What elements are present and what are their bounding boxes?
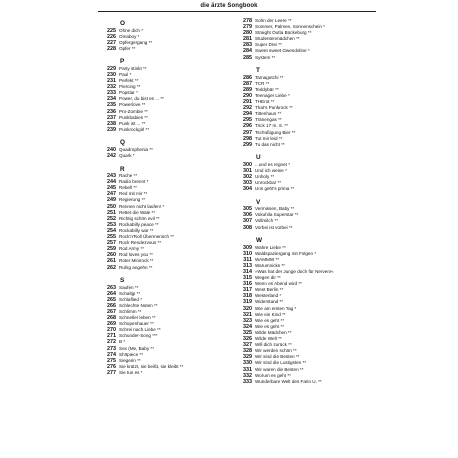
song-title: Will dich zurück **: [255, 342, 292, 348]
song-title: Rache **: [119, 173, 138, 179]
song-title: Wir sind die Besten **: [255, 354, 300, 360]
page-number: 305: [243, 206, 252, 213]
page-number: 267: [107, 308, 116, 315]
section-heading-row: [100, 275, 220, 285]
section-heading-row: [236, 152, 356, 162]
page-number: 318: [243, 293, 252, 300]
song-entry: [236, 55, 356, 61]
song-title: Rock'n'Roll Übermensch **: [119, 234, 174, 240]
page-number: 317: [243, 287, 252, 294]
section-letter: T: [256, 67, 260, 75]
page-number: 271: [107, 333, 116, 340]
song-title: Waldspaziergang mit Folgen *: [255, 250, 317, 256]
page-number: 260: [107, 252, 116, 259]
page-number: 295: [243, 117, 252, 124]
song-title: Omaboy *: [119, 33, 140, 39]
page-number: 313: [243, 262, 252, 269]
page-number: 297: [243, 129, 252, 136]
page-number: 290: [243, 92, 252, 99]
song-entry: [100, 127, 220, 133]
page-number: 252: [107, 215, 116, 222]
song-title: West Berlin **: [255, 287, 284, 293]
page-number: 277: [107, 369, 116, 376]
song-title: Opfergergang **: [119, 39, 153, 45]
page-number: 291: [243, 99, 252, 106]
song-title: Ohne dich *: [119, 27, 144, 33]
page-number: 289: [243, 86, 252, 93]
page-number: 286: [243, 74, 252, 81]
page-number: 315: [243, 275, 252, 282]
song-entry: [236, 142, 356, 148]
song-title: Wie ein Kind **: [255, 311, 286, 317]
page-number: 331: [243, 366, 252, 373]
page-number: 257: [107, 240, 116, 247]
section-heading-row: [100, 56, 220, 66]
song-title: Sommer, Palmen, Sonnenschein *: [255, 24, 325, 30]
song-title: Schlimm **: [119, 308, 142, 314]
page-number: 249: [107, 197, 116, 204]
page-number: 242: [107, 153, 116, 159]
song-title: Wir sind die Lustigsten **: [255, 360, 307, 366]
song-title: Β *: [119, 339, 126, 345]
page-header: die ärzte Songbook: [200, 3, 258, 9]
song-title: Rod loves you **: [119, 252, 153, 258]
song-entry: [100, 265, 220, 271]
song-title: Wie es geht **: [255, 317, 285, 323]
song-title: Punkbabies **: [119, 114, 148, 120]
song-title: Rock Rendezvous **: [119, 240, 162, 246]
page-number: 306: [243, 212, 252, 219]
section-letter: Q: [120, 139, 125, 147]
song-title: Popstar *: [119, 90, 138, 96]
section-letter: R: [120, 165, 125, 173]
page-number: 333: [243, 378, 252, 385]
song-title: Unrockbar **: [255, 180, 282, 186]
page-number: 326: [243, 336, 252, 343]
page-number: 304: [243, 186, 252, 193]
song-title: Regierung **: [119, 197, 146, 203]
song-title: Radio brennt *: [119, 179, 149, 185]
page-number: 243: [107, 173, 116, 180]
song-title: Vermissen, Baby **: [255, 206, 295, 212]
section-letter: S: [120, 277, 125, 285]
page-number: 251: [107, 209, 116, 216]
song-title: Schunder-Song ***: [119, 333, 158, 339]
song-title: Tränengas **: [255, 117, 282, 123]
page-number: 302: [243, 173, 252, 180]
page-number: 231: [107, 78, 116, 85]
page-number: 314: [243, 269, 252, 275]
page-number: 239: [107, 126, 116, 133]
page-number: 285: [243, 54, 252, 61]
song-title: Wegen dir **: [255, 275, 281, 281]
page-number: 308: [243, 224, 252, 231]
song-title: Westerland *: [255, 293, 282, 299]
song-title: Wie es geht **: [255, 323, 285, 329]
song-title: Schopenhauer **: [119, 321, 154, 327]
page-number: 279: [243, 24, 252, 31]
song-title: Piercing **: [119, 84, 141, 90]
song-title: Schlechte Noten **: [119, 302, 158, 308]
section-letter: W: [256, 237, 263, 245]
page-number: 325: [243, 329, 252, 336]
song-title: Ruhig angehn **: [119, 264, 153, 270]
song-title: THErot **: [255, 99, 275, 105]
song-title: Widerstand **: [255, 299, 284, 305]
section-letter: O: [120, 20, 125, 27]
page-number: 287: [243, 80, 252, 87]
page-number: 316: [243, 281, 252, 288]
page-number: 319: [243, 299, 252, 306]
song-title: Rettet die Wale **: [119, 209, 156, 215]
page-number: 274: [107, 351, 116, 358]
song-title: Uns geht's prima **: [255, 186, 295, 192]
song-title: Rod Army **: [119, 246, 145, 252]
song-entry: [236, 186, 356, 192]
section-heading-row: [100, 137, 220, 147]
page-number: 226: [107, 33, 116, 40]
page-number: 321: [243, 311, 252, 318]
song-title: Schneller leben **: [119, 315, 156, 321]
page-number: 236: [107, 108, 116, 115]
right-column: [236, 18, 356, 385]
page-number: 323: [243, 317, 252, 324]
song-title: Pro-Zombie **: [119, 108, 148, 114]
section-letter: P: [120, 58, 125, 66]
page-number: 259: [107, 246, 116, 253]
song-title: Wir werden schön **: [255, 348, 297, 354]
song-title: »Was hat der Junge doch für Nerven!«: [255, 269, 334, 274]
song-title: TCR **: [255, 80, 270, 86]
song-title: Paul *: [119, 71, 132, 77]
song-entry: [100, 370, 220, 376]
header-rule: [98, 11, 376, 12]
page-number: 278: [243, 18, 252, 24]
section-heading-row: [236, 235, 356, 245]
song-title: ...und es regnet *: [255, 161, 290, 167]
page-number: 298: [243, 135, 252, 142]
page-number: 250: [107, 203, 116, 210]
song-title: Saufen **: [119, 284, 139, 290]
page-number: 245: [107, 185, 116, 192]
song-title: Party stinkt **: [119, 65, 147, 71]
page-number: 299: [243, 141, 252, 148]
page-number: 254: [107, 227, 116, 234]
song-title: Wenn es Abend wird **: [255, 281, 302, 287]
page-number: 238: [107, 120, 116, 127]
page-number: 240: [107, 146, 116, 153]
song-title: Roter Minirock **: [119, 258, 154, 264]
page-number: 262: [107, 264, 116, 271]
section-heading-row: [100, 164, 220, 174]
page-number: 261: [107, 258, 116, 265]
song-title: Vorbei ist vorbei **: [255, 224, 293, 230]
page-number: 301: [243, 167, 252, 174]
page-number: 307: [243, 218, 252, 225]
song-title: Sie kratzt, sie beißt, sie kleibt **: [119, 363, 184, 369]
song-title: Tu das nicht **: [255, 141, 285, 147]
page-number: 270: [107, 327, 116, 334]
section-letter: V: [256, 198, 261, 206]
page-number: 255: [107, 234, 116, 241]
song-title: Und ich weine *: [255, 167, 287, 173]
song-entry: [236, 379, 356, 385]
song-entry: [100, 46, 220, 52]
page-number: 296: [243, 123, 252, 130]
song-title: Tamagotchi **: [255, 74, 284, 80]
song-title: Tittenhaus **: [255, 111, 282, 117]
song-title: Rockabilly peace **: [119, 221, 159, 227]
page-number: 284: [243, 48, 252, 55]
page-number: 225: [107, 27, 116, 34]
song-title: Punk ist ... **: [119, 120, 146, 126]
page-number: 266: [107, 302, 116, 309]
page-number: 311: [243, 256, 252, 263]
page-number: 265: [107, 296, 116, 303]
page-number: 320: [243, 305, 252, 312]
page-number: 332: [243, 372, 252, 379]
song-title: Schaltjp **: [119, 290, 141, 296]
page-number: 272: [107, 339, 116, 346]
page-number: 228: [107, 45, 116, 52]
left-column: [100, 18, 220, 376]
page-number: 234: [107, 96, 116, 103]
song-title: Rockabilly war **: [119, 227, 154, 233]
song-title: Wunderbare Welt des Farin U. **: [255, 378, 322, 384]
song-title: Power, du bist es ... **: [119, 96, 164, 102]
page-number: 264: [107, 290, 116, 297]
page-number: 276: [107, 363, 116, 370]
song-title: Quadrophenia **: [119, 146, 153, 152]
song-title: Studentenmädchen **: [255, 36, 300, 42]
page-number: 327: [243, 342, 252, 349]
song-title: Tut mir leid **: [255, 135, 283, 141]
section-heading-row: [236, 65, 356, 75]
song-entry: [236, 225, 356, 231]
song-title: Wilde Mädchen **: [255, 329, 292, 335]
page-number: 310: [243, 250, 252, 257]
song-title: Rebell **: [119, 185, 137, 191]
song-title: System **: [255, 54, 276, 60]
song-entry: [100, 153, 220, 159]
page-number: 292: [243, 105, 252, 112]
song-title: Opfer **: [119, 45, 136, 51]
song-title: Siegerin **: [119, 357, 141, 363]
song-title: Quark *: [119, 153, 135, 158]
page-number: 300: [243, 161, 252, 168]
section-heading-row: [236, 197, 356, 207]
page-number: 281: [243, 36, 252, 43]
page-number: 303: [243, 180, 252, 187]
song-title: Richtig schön evil **: [119, 215, 160, 221]
song-title: Straight Outta Bückeburg **: [255, 30, 312, 36]
page-number: 268: [107, 315, 116, 322]
song-title: Worum es geht **: [255, 372, 291, 378]
song-title: Powerlove **: [119, 102, 146, 108]
page-number: 294: [243, 111, 252, 118]
page-number: 244: [107, 179, 116, 186]
song-title: Wir waren die Besten **: [255, 366, 304, 372]
song-title: Red mit mir **: [119, 191, 148, 197]
song-title: Sie tun es *: [119, 369, 143, 375]
page-number: 235: [107, 102, 116, 109]
page-number: 330: [243, 360, 252, 367]
song-title: Sh!tpiece **: [119, 351, 144, 357]
page-number: 273: [107, 345, 116, 352]
page-number: 275: [107, 357, 116, 364]
page-number: 233: [107, 90, 116, 97]
song-title: Perfekt **: [119, 78, 139, 84]
page-number: 230: [107, 71, 116, 78]
page-number: 229: [107, 65, 116, 72]
page-number: 328: [243, 348, 252, 355]
song-title: Sex (Me, Baby **: [119, 345, 154, 351]
song-title: Warumnicks **: [255, 262, 285, 268]
page-number: 329: [243, 354, 252, 361]
song-title: WAMMW **: [255, 256, 280, 262]
song-title: Unholy **: [255, 173, 275, 179]
page-number: 280: [243, 30, 252, 37]
section-heading-row: [100, 18, 220, 28]
page-number: 247: [107, 191, 116, 198]
song-title: Sweet sweet Gwendoline *: [255, 48, 310, 54]
page-number: 309: [243, 244, 252, 251]
song-title: That's Punkrock **: [255, 105, 293, 111]
song-title: Trick 17 m. S. **: [255, 123, 289, 129]
song-title: Wie am ersten Tag *: [255, 305, 297, 311]
song-title: Rennen nicht laufen! *: [119, 203, 165, 209]
page-number: 237: [107, 114, 116, 121]
page-number: 232: [107, 84, 116, 91]
song-title: Super Drei **: [255, 42, 282, 48]
song-title: Wahre Liebe **: [255, 244, 286, 250]
song-title: Wilde Welt **: [255, 336, 282, 342]
song-title: Teenager Liebe *: [255, 92, 290, 98]
song-title: Schrei nach Liebe **: [119, 327, 161, 333]
song-title: Punkrockgirl **: [119, 126, 150, 132]
song-title: Sohn der Leere **: [255, 18, 292, 23]
page-number: 253: [107, 221, 116, 228]
song-title: Tschüßigung Bier **: [255, 129, 296, 135]
page-number: 283: [243, 42, 252, 49]
section-letter: U: [256, 154, 261, 162]
page-number: 324: [243, 323, 252, 330]
song-title: Schlaflied *: [119, 296, 142, 302]
song-title: Teddybär **: [255, 86, 279, 92]
page-number: 263: [107, 284, 116, 291]
page-number: 269: [107, 321, 116, 328]
song-title: Vollmilch **: [255, 218, 278, 224]
song-title: Vokuhila Superstar **: [255, 212, 299, 218]
page-number: 227: [107, 39, 116, 46]
